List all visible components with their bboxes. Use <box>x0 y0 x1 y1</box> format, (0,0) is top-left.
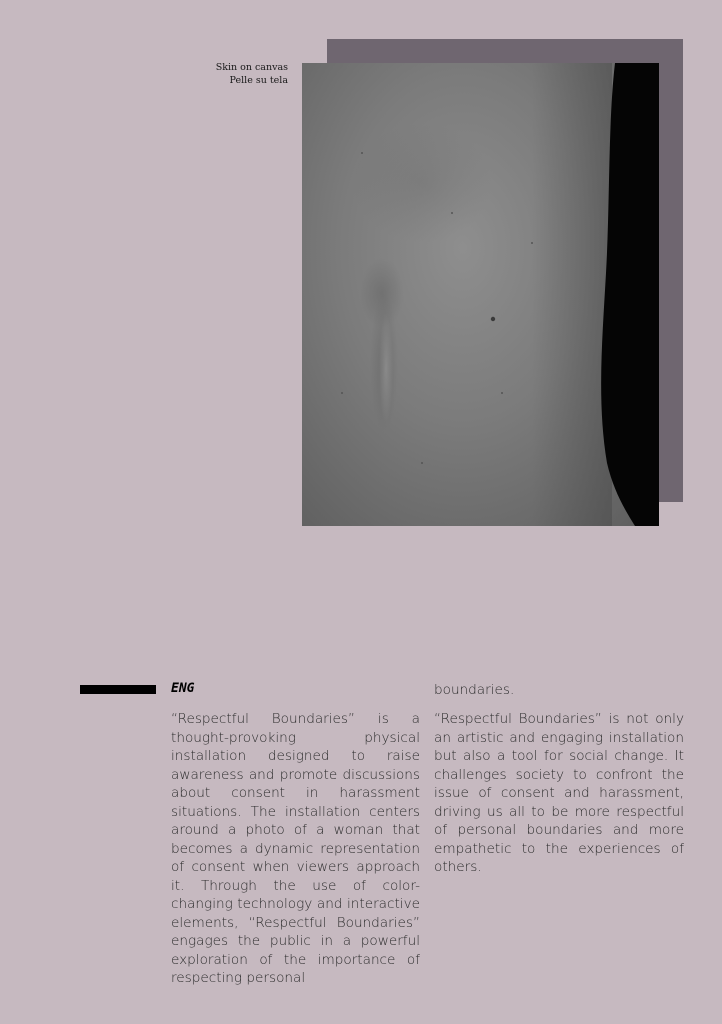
skin-photo-graphic <box>302 63 659 526</box>
caption-english: Skin on canvas <box>215 62 288 73</box>
caption-italian: Pelle su tela <box>229 75 288 86</box>
description-continuation: boundaries. <box>434 682 515 698</box>
section-marker-bar <box>80 685 156 694</box>
language-label: ENG <box>171 681 195 696</box>
description-paragraph-2: “Respectful Boundaries” is not only an artistic and engaging installation but also a tool for social change. It challenges society to confront the issue of consent and harassment, driving us all to be more respectful of personal boundaries and more empathetic to the experiences of others. <box>434 711 684 875</box>
description-paragraph-1: “Respectful Boundaries” is a thought-provoking physical installation designed to raise awareness and promote discussions about consent in harassment situations. The installation centers around a photo of a woman that becomes a dynamic representation of consent when viewers approach it. Through the use of color-changing technology and interactive elements, “Respectful Boundaries” engages the public in a powerful exploration of the importance of respecting personal <box>171 711 420 986</box>
artwork-caption <box>216 61 288 87</box>
artwork-photo <box>302 63 659 526</box>
